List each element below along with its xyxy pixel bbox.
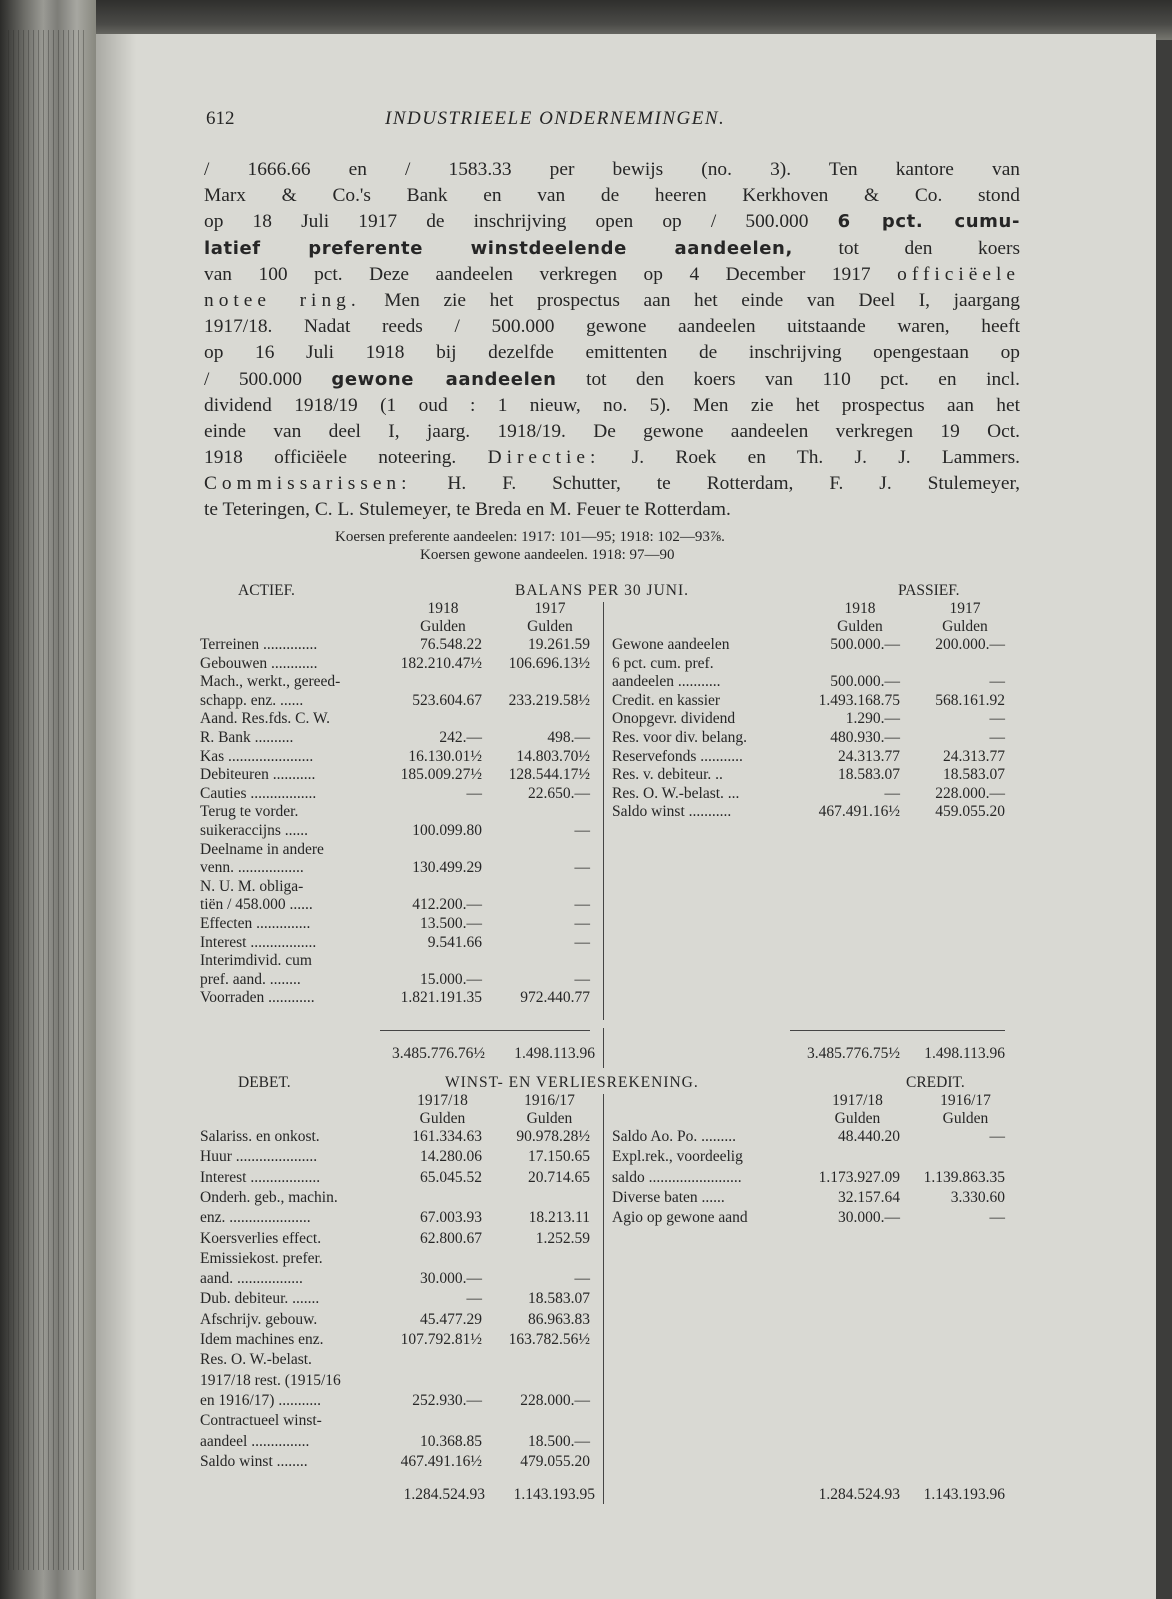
spaced-text-run: Directie: [487,447,601,469]
body-line [204,183,1020,209]
actief-label: ACTIEF. [238,582,295,599]
row-label: Mach., werkt., gereed- [200,673,341,691]
wv-title: WINST- EN VERLIESREKENING. [445,1074,699,1091]
row-value: 22.650.— [528,784,590,802]
row-value: 18.500.— [528,1432,590,1450]
row-value: 128.544.17½ [508,766,590,784]
row-value: 1.493.168.75 [818,691,900,709]
row-label: aandeelen ........... [612,673,721,691]
credit-unit-b: Gulden [942,1110,989,1127]
row-value: 16.130.01½ [408,747,482,765]
body-text-run: dividend 1918/19 (1 oud : 1 nieuw, no. 5). Men zie het prospectus aan het [204,394,1020,416]
row-label: Emissiekost. prefer. [200,1249,323,1267]
row-value: 18.583.07 [943,766,1005,784]
body-text-run: tot den koers van 110 pct. en incl. [556,368,1020,390]
actief-total-rule [380,1030,590,1031]
row-label: Expl.rek., voordeelig [612,1148,743,1166]
row-value: — [989,729,1005,746]
actief-total-a: 3.485.776.76½ [392,1045,485,1062]
row-label: Dub. debiteur. ....... [200,1290,320,1308]
row-value: — [989,673,1005,691]
row-label: Koersverlies effect. [200,1229,322,1247]
row-value: 14.803.70½ [516,747,590,765]
row-label: Salariss. en onkost. [200,1128,320,1145]
row-value: 242.— [439,729,482,746]
koersen-gewone: Koersen gewone aandeelen. 1918: 97—90 [420,547,675,563]
row-label: Voorraden ............ [200,989,315,1007]
row-label: tiën / 458.000 ...... [200,896,313,914]
credit-year-a: 1917/18 [832,1092,883,1109]
row-value: — [989,710,1005,728]
row-value: 18.583.07 [528,1290,590,1308]
row-value: — [466,1290,482,1308]
passief-unit-a: Gulden [837,618,883,635]
body-text [204,157,1020,524]
credit-total-a: 1.284.524.93 [818,1486,900,1503]
row-value: 100.099.80 [412,822,482,839]
row-value: 467.491.16½ [818,803,900,821]
credit-total-b: 1.143.193.96 [923,1486,1005,1503]
row-label: Diverse baten ...... [612,1188,725,1206]
row-value: 65.045.52 [420,1168,482,1186]
passief-total-b: 1.498.113.96 [924,1045,1005,1062]
row-label: Interimdivid. cum [200,952,312,970]
body-text-run: Men zie het prospectus aan het einde van Deel I, jaargang [360,289,1020,311]
passief-year-b: 1917 [949,600,981,617]
body-text-run: / 1666.66 en / 1583.33 per bewijs (no. 3). Ten kantore van [204,159,1020,180]
row-label: Interest ................. [200,933,317,951]
row-label: Terug te vorder. [200,803,299,821]
row-value: 18.583.07 [838,766,900,784]
row-label: venn. ................. [200,859,304,877]
row-label: Res. O. W.-belast. [200,1351,312,1369]
row-label: schapp. enz. ...... [200,691,304,709]
row-label: Huur ..................... [200,1148,318,1166]
debet-unit-b: Gulden [526,1110,573,1127]
row-label: Gewone aandeelen [612,636,730,653]
spaced-text-run: notee ring. [204,289,361,311]
row-label: Saldo Ao. Po. ......... [612,1128,737,1145]
row-label: Afschrijv. gebouw. [200,1310,318,1328]
body-text-run: tot den koers [792,237,1020,259]
actief-year-a: 1918 [427,600,459,617]
body-text-run: op 16 Juli 1918 bij dezelfde emittenten de inschrijving opengestaan op [204,342,1020,364]
credit-year-b: 1916/17 [940,1092,991,1109]
row-value: 479.055.20 [520,1452,590,1470]
row-value: 252.930.— [412,1391,482,1409]
row-value: 3.330.60 [950,1188,1005,1206]
row-value: 19.261.59 [528,636,590,653]
actief-total-b: 1.498.113.96 [514,1045,595,1062]
passief-total-a: 3.485.776.75½ [807,1045,900,1062]
row-label: Debiteuren ........... [200,766,316,784]
body-line [204,367,1020,393]
body-text-run: Marx & Co.'s Bank en van de heeren Kerkhoven & Co. stond [204,185,1020,207]
spaced-text-run: Commissarissen: [204,473,412,495]
row-value: 523.604.67 [412,691,482,709]
row-value: 62.800.67 [420,1229,482,1247]
debet-total-b: 1.143.193.95 [513,1486,595,1503]
row-value: — [574,933,590,951]
row-value: 76.548.22 [420,636,482,653]
row-value: 32.157.64 [838,1188,900,1206]
row-value: 1.173.927.09 [818,1168,900,1186]
row-label: enz. ..................... [200,1209,311,1227]
balans-divider-total [603,1028,604,1068]
row-label: saldo ........................ [612,1168,742,1186]
row-value: 233.219.58½ [508,691,590,709]
row-label: Contractueel winst- [200,1412,322,1430]
row-value: 45.477.29 [420,1310,482,1328]
row-value: 228.000.— [520,1391,590,1409]
bold-text-run: 6 pct. cumu- [837,211,1020,233]
row-value: 15.000.— [420,970,482,988]
row-value: — [884,784,900,802]
balans-divider [603,602,604,1020]
row-label: 1917/18 rest. (1915/16 [200,1371,341,1389]
debet-total-a: 1.284.524.93 [403,1486,485,1503]
row-value: 1.290.— [845,710,900,728]
body-line [204,314,1020,340]
debet-label: DEBET. [238,1074,291,1091]
body-text-run: H. F. Schutter, te Rotterdam, F. J. Stulemeyer, [411,473,1020,495]
row-value: — [989,1128,1005,1145]
passief-year-a: 1918 [844,600,876,617]
row-value: — [574,970,590,988]
bold-text-run: latief preferente winstdeelende aandeelen, [204,237,793,259]
row-value: 30.000.— [420,1270,482,1288]
body-line [204,209,1020,235]
row-label: Agio op gewone aand [612,1209,748,1227]
row-value: 161.334.63 [412,1128,482,1145]
row-value: 24.313.77 [838,747,900,765]
row-value: 228.000.— [935,784,1005,802]
passief-unit-b: Gulden [942,618,988,635]
page-number: 612 [206,108,235,129]
row-value: 130.499.29 [412,859,482,877]
row-value: 1.139.863.35 [923,1168,1005,1186]
row-value: 18.213.11 [528,1209,590,1227]
actief-year-b: 1917 [534,600,566,617]
row-label: Res. O. W.-belast. ... [612,784,740,802]
row-value: 107.792.81½ [400,1331,482,1348]
row-value: — [466,784,482,802]
row-value: 972.440.77 [520,989,590,1007]
body-line [204,497,1020,523]
actief-unit-a: Gulden [420,618,466,635]
wv-divider [603,1094,604,1504]
credit-unit-a: Gulden [834,1110,881,1127]
row-value: — [574,896,590,914]
row-value: 90.978.28½ [516,1128,590,1145]
body-text-run: 1918 officiëele noteering. [204,447,488,469]
body-line [204,262,1020,288]
row-value: 106.696.13½ [508,654,590,672]
row-label: pref. aand. ........ [200,970,301,988]
row-label: 6 pct. cum. pref. [612,654,714,672]
row-value: 185.009.27½ [400,766,482,784]
row-value: 480.930.— [830,729,900,746]
passief-total-rule [790,1030,1005,1031]
row-label: Saldo winst ........... [612,803,732,821]
row-value: 200.000.— [935,636,1005,653]
row-value: 163.782.56½ [508,1331,590,1348]
row-value: 182.210.47½ [400,654,482,672]
row-label: Deelname in andere [200,840,324,858]
row-value: 13.500.— [420,915,482,932]
row-label: Idem machines enz. [200,1331,324,1348]
body-line [204,393,1020,419]
row-label: Reservefonds ........... [612,747,743,765]
row-value: 9.541.66 [427,933,482,951]
balance-sheet [200,582,1020,1072]
row-value: 500.000.— [830,673,900,691]
row-value: 10.368.85 [420,1432,482,1450]
body-text-run: J. Roek en Th. J. J. Lammers. [600,447,1020,469]
row-label: Gebouwen ............ [200,654,318,672]
row-value: — [989,1209,1005,1227]
row-value: 412.200.— [412,896,482,914]
row-label: Cauties ................. [200,784,317,802]
row-label: suikeraccijns ...... [200,822,309,839]
row-value: 17.150.65 [528,1148,590,1166]
row-label: aandeel ............... [200,1432,310,1450]
body-line [204,288,1020,314]
row-value: 1.821.191.35 [400,989,482,1007]
row-value: 568.161.92 [935,691,1005,709]
body-line [204,445,1020,471]
row-label: Onopgevr. dividend [612,710,736,728]
row-value: 498.— [547,729,590,746]
body-text-run: op 18 Juli 1917 de inschrijving open op / 500.000 [204,211,838,233]
body-text-run: 1917/18. Nadat reeds / 500.000 gewone aandeelen uitstaande waren, heeft [204,316,1020,338]
body-text-run: van 100 pct. Deze aandeelen verkregen op 4 December 1917 [204,263,898,285]
row-value: 67.003.93 [420,1209,482,1227]
row-label: Res. v. debiteur. .. [612,766,723,784]
row-label: Res. voor div. belang. [612,729,748,746]
passief-label: PASSIEF. [898,582,960,599]
row-label: en 1916/17) ........... [200,1391,321,1409]
row-value: 1.252.59 [535,1229,590,1247]
body-line [204,419,1020,445]
running-head: INDUSTRIEELE ONDERNEMINGEN. [385,108,726,129]
body-text-run: / 500.000 [204,368,332,390]
debet-year-b: 1916/17 [524,1092,575,1109]
row-value: 14.280.06 [420,1148,482,1166]
row-value: 500.000.— [830,636,900,653]
debet-year-a: 1917/18 [417,1092,468,1109]
body-line [204,157,1020,183]
row-label: Effecten .............. [200,915,311,932]
bold-text-run: gewone aandeelen [331,368,557,390]
row-label: Interest .................. [200,1168,321,1186]
row-value: 459.055.20 [935,803,1005,821]
body-line [204,236,1020,262]
spaced-text-run: officiëele [897,263,1020,285]
row-value: 467.491.16½ [400,1452,482,1470]
actief-unit-b: Gulden [527,618,573,635]
row-label: N. U. M. obliga- [200,877,304,895]
row-label: Terreinen .............. [200,636,318,653]
row-label: Kas ...................... [200,747,314,765]
row-value: 86.963.83 [528,1310,590,1328]
row-value: — [574,1270,590,1288]
debet-unit-a: Gulden [419,1110,466,1127]
row-value: — [574,915,590,932]
row-label: R. Bank .......... [200,729,294,746]
book-spine-edge [0,0,96,1599]
body-line [204,340,1020,366]
row-label: Credit. en kassier [612,691,721,709]
profit-loss-account [200,1074,1020,1514]
koersen-preferente: Koersen preferente aandeelen: 1917: 101—95; 1918: 102—93⅞. [335,529,725,545]
row-value: — [574,822,590,839]
body-line [204,471,1020,497]
credit-label: CREDIT. [906,1074,965,1091]
row-value: — [574,859,590,877]
row-value: 20.714.65 [528,1168,590,1186]
row-label: Aand. Res.fds. C. W. [200,710,331,728]
row-value: 24.313.77 [943,747,1005,765]
row-value: 30.000.— [838,1209,900,1227]
balans-title: BALANS PER 30 JUNI. [515,582,690,599]
row-label: Onderh. geb., machin. [200,1188,338,1206]
body-text-run: einde van deel I, jaarg. 1918/19. De gewone aandeelen verkregen 19 Oct. [204,420,1020,442]
row-label: Saldo winst ........ [200,1452,308,1470]
row-value: 48.440.20 [838,1128,900,1145]
row-label: aand. ................. [200,1270,303,1288]
body-text-run: te Teteringen, C. L. Stulemeyer, te Breda en M. Feuer te Rotterdam. [204,499,731,521]
